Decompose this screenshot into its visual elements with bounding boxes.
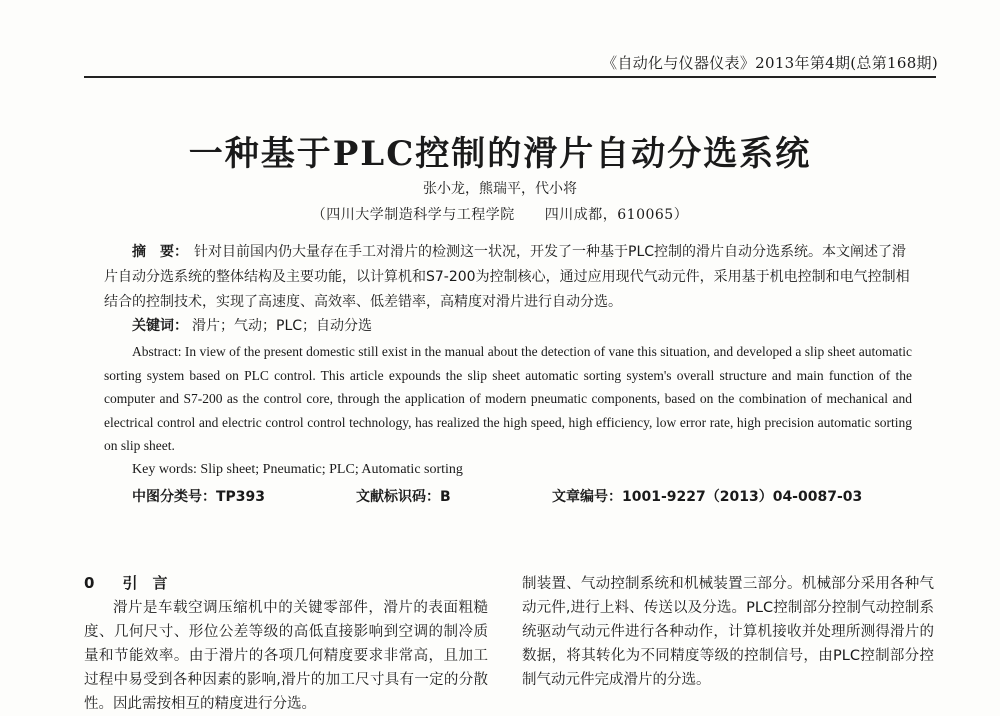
document-code: 文献标识码：B <box>356 489 451 505</box>
affiliation-institution: （四川大学制造科学与工程学院 <box>311 207 515 223</box>
authors: 张小龙，熊瑞平，代小将 <box>423 181 577 197</box>
keywords-chinese <box>132 315 912 335</box>
abstract-english: Abstract: In view of the present domestic still exist in the manual about the detection of vane this situation, and developed a slip sheet automatic sorting system based on PLC control. This article expounds the slip sheet automatic sorting system's overall structure and main function of the computer and S7-200 as the control core, through the application of modern pneumatic components, based on the combination of mechanical and electrical control and electric control control technology, has realized the high speed, high efficiency, low error rate, high precision automatic sorting on slip sheet. <box>104 344 912 453</box>
section-heading <box>84 572 167 593</box>
body-column-right: 制装置、气动控制系统和机械装置三部分。机械部分采用各种气动元件,进行上料、传送以及分选。PLC控制部分控制气动控制系统驱动气动元件进行各种动作，计算机接收并处理所测得滑片的数据，将其转化为不同精度等级的控制信号，由PLC控制部分控制气动元件完成滑片的分选。 <box>522 576 934 688</box>
article-number: 文章编号：1001-9227（2013）04-0087-03 <box>552 489 863 505</box>
body-column-left: 滑片是车载空调压缩机中的关键零部件，滑片的表面粗糙度、几何尺寸、形位公差等级的高低直接影响到空调的制冷质量和节能效率。由于滑片的各项几何精度要求非常高，且加工过程中易受到各种因素的影响,滑片的加工尺寸具有一定的分散性。因此需按相互的精度进行分选。 <box>84 600 488 712</box>
paper-title: 一种基于PLC控制的滑片自动分选系统 <box>188 134 812 174</box>
running-header: 《自动化与仪器仪表》2013年第4期(总第168期) <box>602 54 938 72</box>
header-rule <box>84 76 936 78</box>
keywords-english: Key words: Slip sheet; Pneumatic; PLC; Automatic sorting <box>132 462 463 477</box>
section-number: 0 <box>84 574 95 592</box>
abstract-cn-text: 针对目前国内仍大量存在手工对滑片的检测这一状况，开发了一种基于PLC控制的滑片自动分选系统。本文阐述了滑片自动分选系统的整体结构及主要功能，以计算机和S7-200为控制核心，通过应用现代气动元件，采用基于机电控制和电气控制相结合的控制技术，实现了高速度、高效率、低差错率，高精度对滑片进行自动分选。 <box>104 244 910 310</box>
affiliation <box>0 204 1000 224</box>
abstract-chinese <box>104 240 912 315</box>
section-title: 引 言 <box>122 574 168 592</box>
abstract-cn-label: 摘 要： <box>132 244 188 260</box>
affiliation-location: 四川成都，610065） <box>544 207 689 223</box>
keywords-cn-label: 关键词： <box>132 318 188 334</box>
clc-number: 中图分类号：TP393 <box>132 489 266 505</box>
keywords-cn-text: 滑片；气动；PLC；自动分选 <box>192 318 373 334</box>
